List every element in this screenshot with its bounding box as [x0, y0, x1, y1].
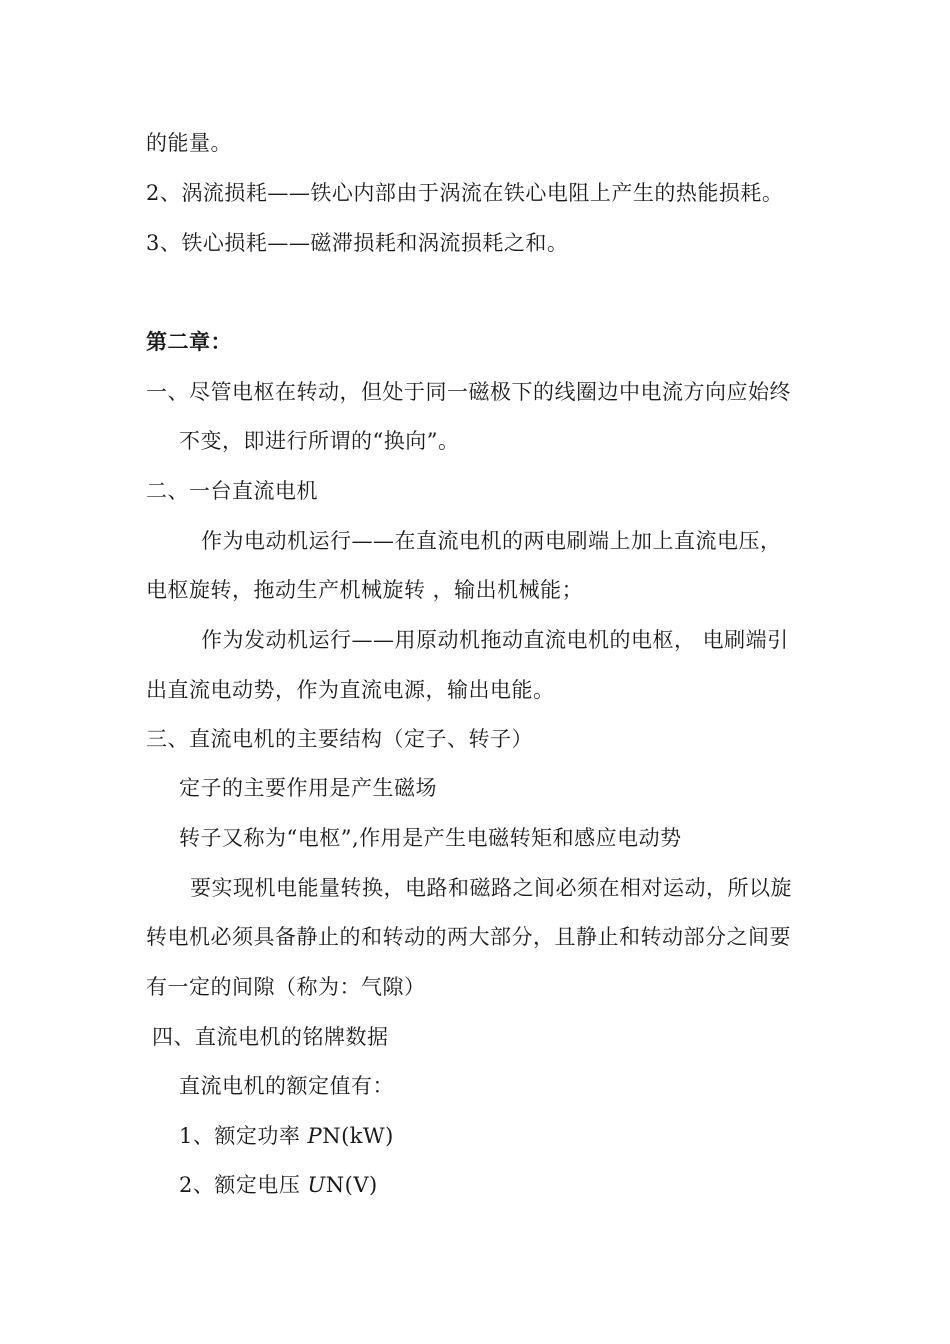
section-4-title: 四、直流电机的铭牌数据	[152, 1025, 389, 1049]
section-3-paragraph-line-1: 要实现机电能量转换，电路和磁路之间必须在相对运动，所以旋	[190, 876, 792, 900]
section-1-line-1: 一、尽管电枢在转动，但处于同一磁极下的线圈边中电流方向应始终	[146, 380, 791, 404]
section-2-generator-line-2: 出直流电动势，作为直流电源，输出电能。	[146, 678, 555, 702]
list-item-eddy-current-loss: 2、涡流损耗——铁心内部由于涡流在铁心电阻上产生的热能损耗。	[146, 181, 784, 205]
rating-item-power	[179, 1121, 394, 1151]
paragraph-continuation: 的能量。	[146, 131, 232, 155]
rating-variable: U	[307, 1173, 326, 1197]
section-3-rotor: 转子又称为“电枢”,作用是产生电磁转矩和感应电动势	[179, 826, 682, 850]
section-3-title: 三、直流电机的主要结构（定子、转子）	[146, 727, 533, 751]
section-3-stator: 定子的主要作用是产生磁场	[179, 776, 437, 800]
chapter-heading: 第二章：	[146, 329, 232, 354]
section-3-paragraph-line-2: 转电机必须具备静止的和转动的两大部分，且静止和转动部分之间要	[146, 925, 791, 949]
rating-unit: N(V)	[325, 1173, 378, 1197]
section-2-motor-line-2: 电枢旋转，拖动生产机械旋转 ，输出机械能；	[146, 578, 584, 602]
rating-item-voltage	[179, 1170, 378, 1200]
section-4-intro: 直流电机的额定值有：	[179, 1074, 394, 1098]
rating-item-label: 1、额定功率	[179, 1124, 308, 1148]
section-2-title: 二、一台直流电机	[146, 479, 318, 503]
list-item-core-loss: 3、铁心损耗——磁滞损耗和涡流损耗之和。	[146, 231, 569, 255]
rating-variable: P	[307, 1124, 323, 1148]
section-1-line-2: 不变，即进行所谓的“换向”。	[179, 429, 460, 453]
rating-item-label: 2、额定电压	[179, 1173, 308, 1197]
section-2-generator-line-1: 作为发动机运行——用原动机拖动直流电机的电枢， 电刷端引	[201, 628, 789, 652]
section-3-paragraph-line-3: 有一定的间隙（称为：气隙）	[146, 975, 426, 999]
section-2-motor-line-1: 作为电动机运行——在直流电机的两电刷端上加上直流电压，	[201, 529, 782, 553]
rating-unit: N(kW)	[322, 1124, 394, 1148]
